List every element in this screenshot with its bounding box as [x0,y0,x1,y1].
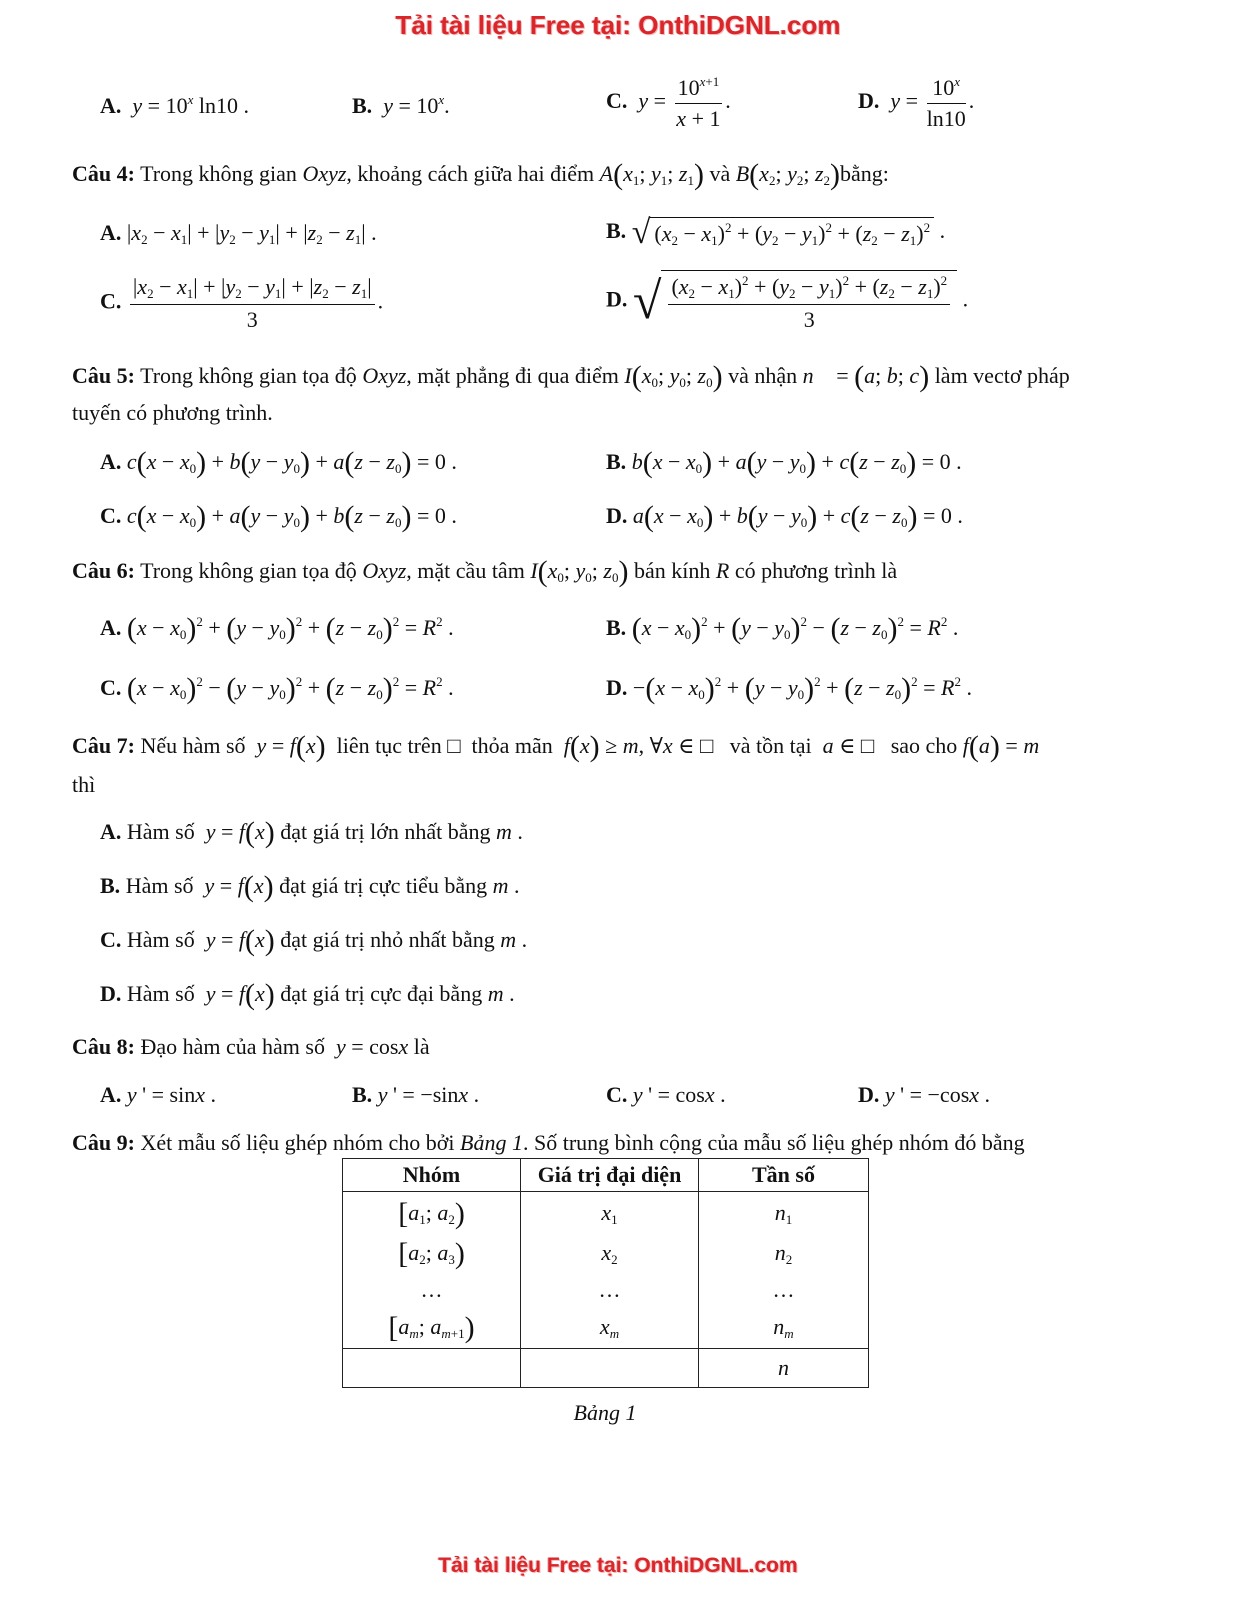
q5-text-3: và nhận [728,363,798,388]
q3-option-d: D. y = $\frac{10^x}{\ln 10}$ . [858,74,975,131]
total-empty-1 [343,1349,521,1388]
q5-text-2: , mặt phẳng đi qua điểm [406,363,619,388]
q5-a-label: A. [100,449,122,474]
total-frequency [699,1349,869,1388]
q7-label: Câu 7: [72,733,135,758]
q5-continuation: tuyến có phương trình. [72,400,273,425]
question-7: Câu 7: Nếu hàm số y = f(x) liên tục trên □ thỏa mãn f(x) ≥ m, ∀x ∈ □ và tồn tại a ∈ □ sao cho f(a) = m [72,730,1040,763]
q5-c-label: C. [100,503,122,528]
group-dots: … [420,1277,443,1302]
q6-c-label: C. [100,675,122,700]
q3-c-label: C. [606,88,628,114]
q5-option-a: A. $c(x - x_0) + b(y - y_0) + a(z - z_0) = 0$ . [100,446,457,479]
q7-c-label: C. [100,927,122,952]
q5-text-4: làm vectơ pháp [934,363,1070,388]
q3-c-fraction: $\frac{10^{x+1}}{x + 1}$ [676,74,721,131]
q7-b-label: B. [100,873,121,898]
q6-text-2: , mặt cầu tâm [406,558,525,583]
question-6: Câu 6: Trong không gian tọa độ Oxyz, mặt cầu tâm $I(x_0$; $y_0$; $z_0$) bán kính R có phương trình là [72,555,898,588]
q7-c-text-2: đạt giá trị nhỏ nhất bằng [280,927,495,952]
q7-b-text-2: đạt giá trị cực tiểu bằng [279,873,488,898]
header-group: Nhóm [343,1159,521,1192]
q5-b-label: B. [606,449,627,474]
q4-text-4: bằng: [840,161,889,186]
q4-option-c: C. $\frac{|x_2 - x_1| + |y_2 - y_1| + |z_2 - z_1|}{3}$ . [100,274,384,332]
q7-d-label: D. [100,981,122,1006]
q4-text: Trong không gian [140,161,297,186]
q5-d-label: D. [606,503,628,528]
q7-option-b: B. Hàm số y = f(x) đạt giá trị cực tiểu bằng m . [100,870,520,903]
representative-column: $x_1$ $x_2$ … $x_m$ [521,1192,699,1349]
q9-table-ref: Bảng 1 [460,1130,523,1155]
q5-text: Trong không gian tọa độ [140,363,357,388]
q6-label: Câu 6: [72,558,135,583]
question-8: Câu 8: Đạo hàm của hàm số y = cosx là [72,1034,430,1059]
q8-d-label: D. [858,1082,880,1107]
q6-b-label: B. [606,615,627,640]
q9-text: Xét mẫu số liệu ghép nhóm cho bởi [140,1130,455,1155]
q6-text-4: có phương trình là [734,558,898,583]
q4-c-label: C. [100,288,122,314]
q6-option-c: C. $(x - x_0)^2 - (y - y_0)^2 + (z - z_0)^2 = R^2$ . [100,672,454,705]
q7-a-text-2: đạt giá trị lớn nhất bằng [280,819,491,844]
q4-label: Câu 4: [72,161,135,186]
q4-option-d: D. √ $\frac{(x_2 - x_1)^2 + (y_2 - y_1)^2 + (z_2 - z_1)^2}{3}$ . [606,270,968,333]
q3-a-formula: y [126,93,143,118]
q5-option-d: D. $a(x - x_0) + b(y - y_0) + c(z - z_0) = 0$ . [606,500,963,533]
q7-text: Nếu hàm số [140,733,246,758]
q8-text-2: là [413,1034,430,1059]
q3-option-b: B. $y = 10^x$. [352,92,450,118]
total-n: n [778,1355,789,1380]
q5-option-b: B. $b(x - x_0) + a(y - y_0) + c(z - z_0) = 0$ . [606,446,962,479]
q7-d-text: Hàm số [126,981,195,1006]
q7-option-c: C. Hàm số y = f(x) đạt giá trị nhỏ nhất bằng m . [100,924,528,957]
q7-text-2: liên tục trên [336,733,442,758]
q7-text-3: thỏa mãn [471,733,553,758]
q6-a-label: A. [100,615,122,640]
banner-top[interactable]: Tải tài liệu Free tại: OnthiDGNL.com [395,10,841,40]
table-body-row [343,1192,869,1349]
q5-option-c: C. $c(x - x_0) + a(y - y_0) + b(z - z_0) = 0$ . [100,500,457,533]
q8-option-d: D. y ' = −cosx . [858,1082,991,1107]
question-9 [72,1130,1025,1156]
q7-c-text: Hàm số [126,927,195,952]
q3-b-formula: y [377,93,393,118]
table-total-row [343,1349,869,1388]
q8-text: Đạo hàm của hàm số [140,1034,325,1059]
q7-d-text-2: đạt giá trị cực đại bằng [280,981,483,1006]
q4-text-2: , khoảng cách giữa hai điểm [346,161,595,186]
q4-option-b: B. √ $(x_2 - x_1)^2 + (y_2 - y_1)^2 + (z_2 - z_1)^2$ . [606,214,946,251]
q3-a-label: A. [100,93,122,118]
q6-option-b: B. $(x - x_0)^2 + (y - y_0)^2 - (z - z_0)^2 = R^2$ . [606,612,959,645]
q4-option-a: A. $|x_2 - x_1| + |y_2 - y_1| + |z_2 - z_1|$ . [100,220,377,247]
q4-text-3: và [709,161,731,186]
banner-bottom[interactable]: Tải tài liệu Free tại: OnthiDGNL.com [438,1554,798,1577]
header-representative-value: Giá trị đại diện [521,1159,699,1192]
q4-a-label: A. [100,220,122,245]
q9-label: Câu 9: [72,1130,135,1155]
q6-text-3: bán kính [633,558,711,583]
q7-text-5: sao cho [890,733,958,758]
q7-continuation: thì [72,772,96,797]
q6-option-d: D. $-(x - x_0)^2 + (y - y_0)^2 + (z - z_0)^2 = R^2$ . [606,672,972,705]
q3-d-label: D. [858,88,880,114]
q7-option-d: D. Hàm số y = f(x) đạt giá trị cực đại bằng m . [100,978,515,1011]
q7-text-4: và tồn tại [729,733,812,758]
q9-text-2: . Số trung bình cộng của mẫu số liệu ghép nhóm đó bằng [523,1130,1025,1155]
value-dots: … [598,1277,621,1302]
q6-d-label: D. [606,675,628,700]
q5-label: Câu 5: [72,363,135,388]
frequency-dots: … [772,1277,795,1302]
q4-b-label: B. [606,218,627,244]
q7-b-text: Hàm số [125,873,194,898]
q8-a-label: A. [100,1082,122,1107]
q8-option-c: C. y ' = cosx . [606,1082,726,1107]
q6-option-a: A. $(x - x_0)^2 + (y - y_0)^2 + (z - z_0)^2 = R^2$ . [100,612,454,645]
q3-option-c: C. y = $\frac{10^{x+1}}{x + 1}$ . [606,74,731,131]
question-5: Câu 5: Trong không gian tọa độ Oxyz, mặt phẳng đi qua điểm $I(x_0$; $y_0$; $z_0$) và nhận n⃗ = (a; b; c) làm vectơ pháp [72,360,1070,393]
q3-b-label: B. [352,93,373,118]
q8-c-label: C. [606,1082,628,1107]
q6-text: Trong không gian tọa độ [140,558,357,583]
total-empty-2 [521,1349,699,1388]
q8-option-a: A. y ' = sinx . [100,1082,216,1107]
frequency-column: $n_1$ $n_2$ … $n_m$ [699,1192,869,1349]
q8-option-b: B. y ' = −sinx . [352,1082,480,1107]
q7-a-label: A. [100,819,122,844]
group-column: [$a_1$; $a_2$) [$a_2$; $a_3$) … [$a_m$; $a_{m+1}$) [343,1192,521,1349]
q3-option-a: A. $y = 10^x$ ln10 . [100,92,249,118]
q8-label: Câu 8: [72,1034,135,1059]
q8-b-label: B. [352,1082,373,1107]
q4-d-label: D. [606,286,628,312]
header-frequency: Tần số [699,1159,869,1192]
question-4: Câu 4: Trong không gian Oxyz, khoảng cách giữa hai điểm $A(x_1$; $y_1$; $z_1$) và $B(x_2$; $y_2$; $z_2)bằng$: [72,158,889,191]
grouped-data-table [342,1158,869,1388]
table-caption: Bảng 1 [573,1400,637,1425]
q7-option-a: A. Hàm số y = f(x) đạt giá trị lớn nhất bằng m . [100,816,523,849]
q3-d-fraction: $\frac{10^x}{\ln 10}$ [926,74,966,131]
table-header-row [343,1159,869,1192]
q7-a-text: Hàm số [126,819,195,844]
